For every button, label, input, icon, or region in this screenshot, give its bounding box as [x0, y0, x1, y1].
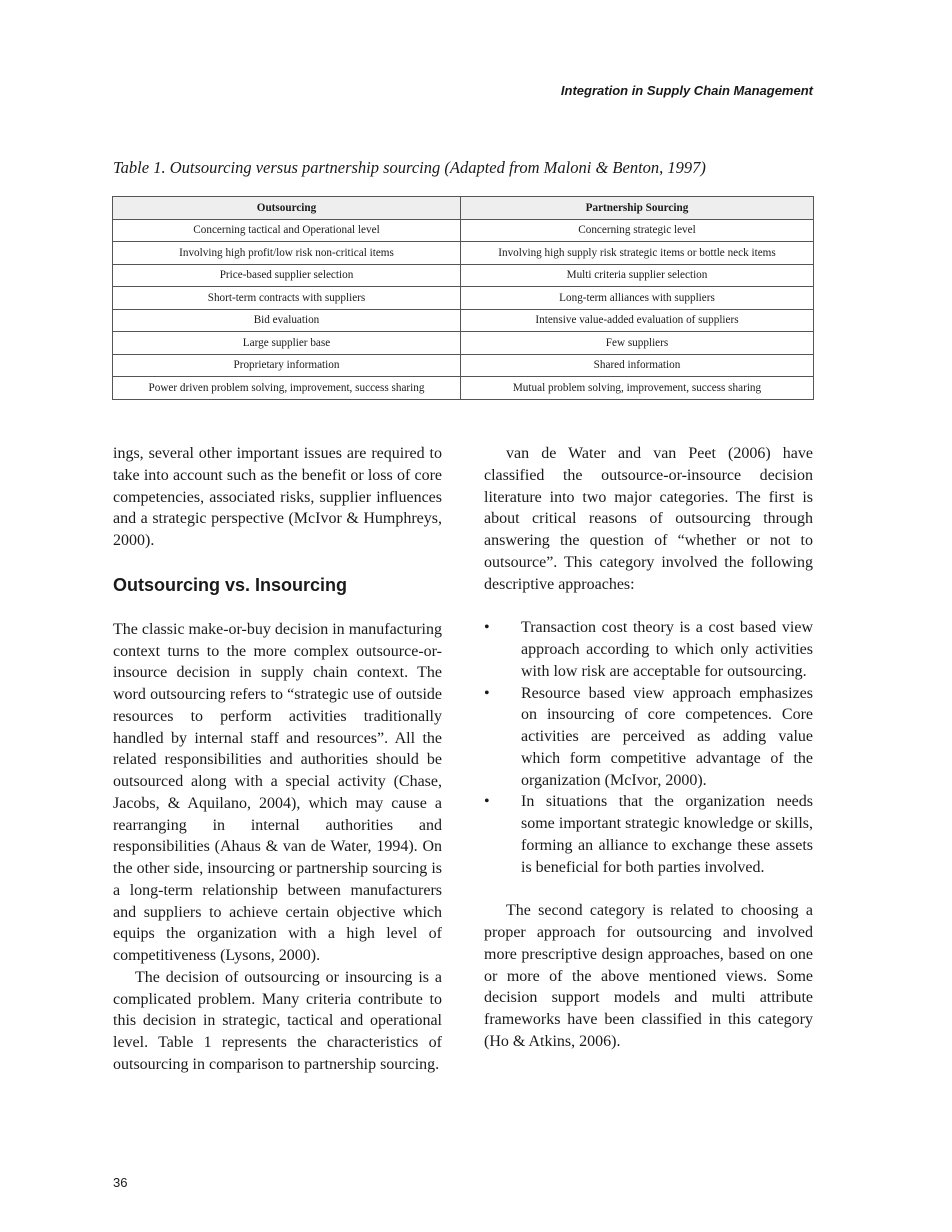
list-item-text: Transaction cost theory is a cost based view approach according to which only activities with low risk are acceptable for outsourcing. — [521, 619, 813, 680]
list-item — [484, 617, 813, 682]
table-row — [113, 332, 814, 355]
table-cell: Concerning strategic level — [461, 219, 814, 242]
running-title: Integration in Supply Chain Management — [560, 83, 813, 98]
table-cell: Mutual problem solving, improvement, success sharing — [461, 377, 814, 400]
table-cell: Involving high profit/low risk non-critical items — [113, 242, 461, 265]
table-cell: Few suppliers — [461, 332, 814, 355]
table-header-partnership: Partnership Sourcing — [461, 197, 814, 220]
table-cell: Power driven problem solving, improvement, success sharing — [113, 377, 461, 400]
table-cell: Multi criteria supplier selection — [461, 264, 814, 287]
table-row — [113, 242, 814, 265]
table-cell: Long-term alliances with suppliers — [461, 287, 814, 310]
table-header-outsourcing: Outsourcing — [113, 197, 461, 220]
bullet-icon: • — [484, 619, 490, 637]
table-row — [113, 264, 814, 287]
paragraph: van de Water and van Peet (2006) have classified the outsource-or-insource decision literature into two major categories. The first is about critical reasons of outsourcing through answering the question of “whether or not to outsource”. This category involved the following descriptive approaches: — [484, 445, 813, 593]
list-item-text: Resource based view approach emphasizes on insourcing of core competences. Core activities are perceived as adding value which form competitive advantage of the organization (McIvor, 2000). — [521, 684, 813, 789]
page-number: 36 — [113, 1175, 128, 1190]
bullet-icon: • — [484, 793, 490, 811]
table-cell: Short-term contracts with suppliers — [113, 287, 461, 310]
right-column — [484, 443, 813, 1053]
table-header-row — [113, 197, 814, 220]
table-cell: Intensive value-added evaluation of suppliers — [461, 309, 814, 332]
table-row — [113, 219, 814, 242]
list-item — [484, 791, 813, 878]
paragraph: The decision of outsourcing or insourcing is a complicated problem. Many criteria contribute to this decision in strategic, tactical and operational level. Table 1 represents the characteristics of outsourcing in comparison to partnership sourcing. — [113, 968, 442, 1073]
bullet-list — [484, 617, 813, 878]
table-row — [113, 377, 814, 400]
list-item — [484, 683, 813, 792]
bullet-icon: • — [484, 684, 490, 702]
table-cell: Price-based supplier selection — [113, 264, 461, 287]
table-row — [113, 287, 814, 310]
paragraph: ings, several other important issues are required to take into account such as the benefit or loss of core competencies, associated risks, supplier influences and a strategic perspective (McIvor & Humphreys, 2000). — [113, 445, 442, 549]
table-caption: Table 1. Outsourcing versus partnership sourcing (Adapted from Maloni & Benton, 1997) — [113, 158, 706, 177]
paragraph: The second category is related to choosing a proper approach for outsourcing and involved more prescriptive design approaches, based on one or more of the above mentioned views. Some decision support models and multi attribute frameworks have been classified in this category (Ho & Atkins, 2006). — [484, 902, 813, 1050]
comparison-table — [112, 196, 814, 400]
table-row — [113, 354, 814, 377]
list-item-text: In situations that the organization needs some important strategic knowledge or skills, forming an alliance to exchange these assets is beneficial for both parties involved. — [521, 793, 813, 876]
table-cell: Proprietary information — [113, 354, 461, 377]
table-cell: Bid evaluation — [113, 309, 461, 332]
table-cell: Concerning tactical and Operational level — [113, 219, 461, 242]
table-cell: Shared information — [461, 354, 814, 377]
left-column — [113, 443, 442, 1076]
table-cell: Large supplier base — [113, 332, 461, 355]
section-heading: Outsourcing vs. Insourcing — [113, 574, 348, 595]
table-cell: Involving high supply risk strategic items or bottle neck items — [461, 242, 814, 265]
paragraph: The classic make-or-buy decision in manufacturing context turns to the more complex outsource-or-insource decision in supply chain context. The word outsourcing refers to “strategic use of outside resources to perform activities traditionally handled by internal staff and resources”. All the related responsibilities and authorities should be outsourced along with a special activity (Chase, Jacobs, & Aquilano, 2004), which may cause a rearranging in internal authorities and responsibilities (Ahaus & van de Water, 1994). On the other side, insourcing or partnership sourcing is a long-term relationship between manufacturers and suppliers to achieve certain objective which equips the organization with a high level of competitiveness (Lysons, 2000). — [113, 620, 442, 964]
table-row — [113, 309, 814, 332]
